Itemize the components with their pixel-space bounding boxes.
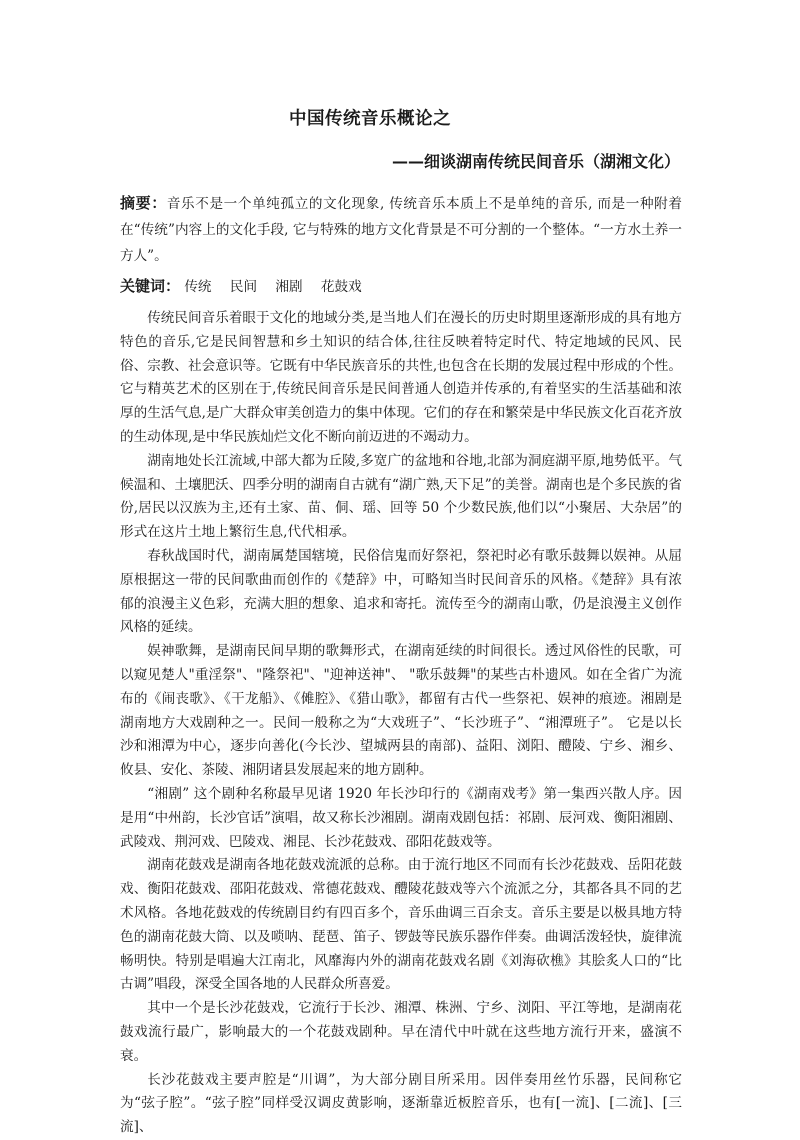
keyword: 传统 (184, 279, 212, 295)
paragraph: 其中一个是长沙花鼓戏，它流行于长沙、湘潭、株洲、宁乡、浏阳、平江等地，是湖南花鼓戏流行最广，影响最大的一个花鼓戏剧种。早在清代中叶就在这些地方流行开来，盛演不衰。 (120, 1000, 682, 1064)
paragraph: 娱神歌舞，是湖南民间早期的歌舞形式，在湖南延续的时间很长。透过风俗性的民歌，可以窥见楚人"重淫祭"、"隆祭祀"、"迎神送神"、 "歌乐鼓舞"的某些古朴遗风。如在全省广为流布的《闹丧歌》、《干龙船》、《傩腔》、《猎山歌》，都留有古代一些祭祀、娱神的痕迹。湘剧是湖南地方大戏剧种之一。民间一般称之为“大戏班子”、“长沙班子”、“湘潭班子”。 它是以长沙和湘潭为中心，逐步向善化(今长沙、望城两县的南部)、益阳、浏阳、醴陵、宁乡、湘乡、攸县、安化、茶陵、湘阴诸县发展起来的地方剧种。 (120, 643, 682, 779)
page-subtitle: ——细谈湖南传统民间音乐（湖湘文化） (391, 152, 680, 171)
keywords (120, 274, 376, 299)
paragraph: “湘剧” 这个剧种名称最早见诸 1920 年长沙印行的《湖南戏考》第一集西兴散人序。因是用“中州韵，长沙官话”演唱，故又称长沙湘剧。湖南戏剧包括：祁剧、辰河戏、衡阳湘剧、武陵戏、荆河戏、巴陵戏、湘昆、长沙花鼓戏、邵阳花鼓戏等。 (120, 785, 682, 850)
paragraph: 传统民间音乐着眼于文化的地域分类,是当地人们在漫长的历史时期里逐渐形成的具有地方特色的音乐,它是民间智慧和乡土知识的结合体,往往反映着特定时代、特定地域的民风、民俗、宗教、社会意识等。它既有中华民族音乐的共性,也包含在长期的发展过程中形成的个性。它与精英艺术的区别在于,传统民间音乐是民间普通人创造并传承的,有着坚实的生活基础和浓厚的生活气息,是广大群众审美创造力的集中体现。它们的存在和繁荣是中华民族文化百花齐放的生动体现,是中华民族灿烂文化不断向前迈进的不竭动力。 (120, 310, 682, 445)
paragraph: 春秋战国时代，湖南属楚国辖境，民俗信鬼而好祭祀，祭祀时必有歌乐鼓舞以娱神。从屈原根据这一带的民间歌曲而创作的《楚辞》中，可略知当时民间音乐的风格。《楚辞》具有浓郁的浪漫主义色彩，充满大胆的想象、追求和寄托。流传至今的湖南山歌，仍是浪漫主义创作风格的延续。 (120, 547, 682, 636)
paragraph: 湖南地处长江流域,中部大都为丘陵,多宽广的盆地和谷地,北部为洞庭湖平原,地势低平。气候温和、土壤肥沃、四季分明的湖南自古就有“湖广熟,天下足”的美誉。湖南也是个多民族的省份,居民以汉族为主,还有土家、苗、侗、瑶、回等 50 个少数民族,他们以“小聚居、大杂居”的形式在这片土地上繁衍生息,代代相承。 (120, 452, 682, 541)
keyword: 湘剧 (275, 279, 303, 295)
abstract (120, 190, 682, 269)
paragraph: 湖南花鼓戏是湖南各地花鼓戏流派的总称。由于流行地区不同而有长沙花鼓戏、岳阳花鼓戏、衡阳花鼓戏、邵阳花鼓戏、常德花鼓戏、醴陵花鼓戏等六个流派之分，其都各具不同的艺术风格。各地花鼓戏的传统剧目约有四百多个，音乐曲调三百余支。音乐主要是以极具地方特色的湖南花鼓大筒、以及唢呐、琵琶、笛子、锣鼓等民族乐器作伴奏。曲调活泼轻快，旋律流畅明快。特别是唱遍大江南北，风靡海内外的湖南花鼓戏名剧《刘海砍樵》其脍炙人口的“比古调”唱段，深受全国各地的人民群众所喜爱。 (120, 857, 682, 993)
body-text (120, 307, 682, 1140)
keyword: 花鼓戏 (320, 279, 362, 295)
keyword: 民间 (229, 279, 258, 295)
page-title: 中国传统音乐概论之 (289, 109, 451, 129)
abstract-label: 摘要： (120, 194, 167, 212)
paragraph: 长沙花鼓戏主要声腔是“川调”，为大部分剧目所采用。因伴奏用丝竹乐器，民间称它为“弦子腔”。“弦子腔”同样受汉调皮黄影响，逐渐靠近板腔音乐，也有[一流]、[二流]、[三流]、 (120, 1071, 682, 1136)
keywords-label: 关键词： (120, 277, 181, 295)
abstract-text: 音乐不是一个单纯孤立的文化现象, 传统音乐本质上不是单纯的音乐, 而是一种附着在“传统”内容上的文化手段, 它与特殊的地方文化背景是不可分割的一个整体。“一方水土养一方人”。 (120, 196, 682, 264)
